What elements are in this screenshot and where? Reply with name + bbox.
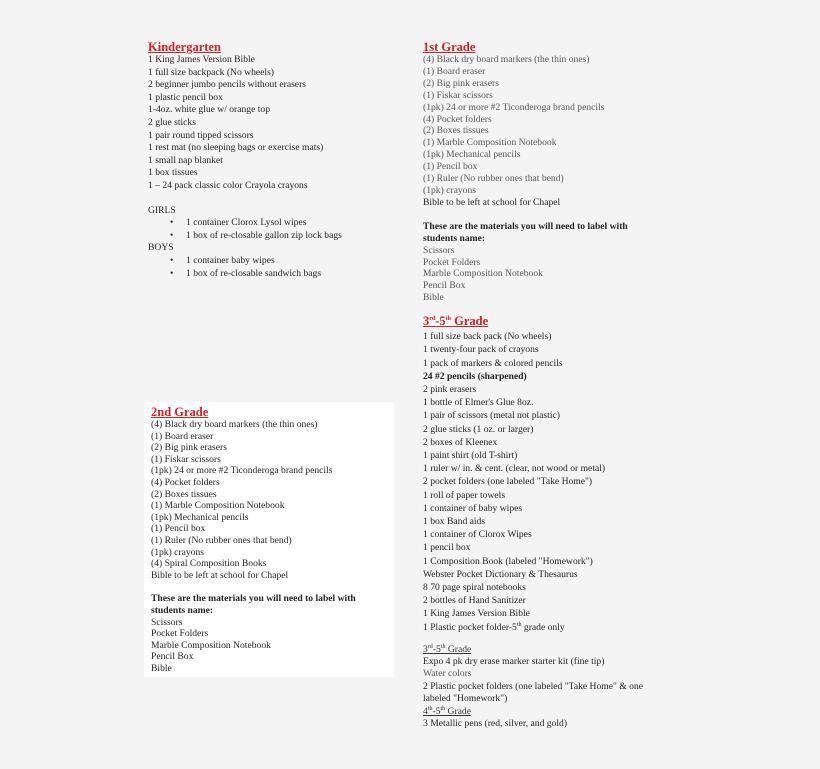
grade2-label-list	[151, 617, 391, 675]
list-item: 1 small nap blanket	[148, 154, 223, 166]
list-item: (2) Big pink erasers	[151, 442, 227, 454]
list-item: 3 Metallic pens (red, silver, and gold)	[423, 717, 568, 729]
list-item: (4) Spiral Composition Books	[151, 558, 267, 570]
grade1-label-list	[423, 245, 668, 305]
item-part: 1 Plastic pocket folder-5	[423, 621, 517, 633]
list-item: Bible to be left at school for Chapel	[151, 569, 289, 581]
list-item: (1) Board eraser	[423, 65, 486, 77]
list-item: (1pk) Mechanical pencils	[423, 149, 521, 161]
grade1-label-note: These are the materials you will need to label with students name:	[423, 220, 628, 244]
subheading-part: -5	[432, 643, 441, 655]
boys-label: BOYS	[148, 242, 174, 254]
list-item: (4) Black dry board markers (the thin ones)	[423, 54, 590, 65]
list-item: 2 bottles of Hand Sanitizer	[423, 595, 526, 607]
list-item: • 1 container baby wipes	[170, 255, 342, 268]
subheading-part: 4	[423, 706, 428, 718]
list-item: 1 King James Version Bible	[148, 54, 255, 65]
list-item: (4) Pocket folders	[151, 476, 220, 488]
list-item: Pencil Box	[423, 280, 466, 292]
list-item: (1pk) crayons	[423, 184, 477, 196]
list-item: 2 pink erasers	[423, 383, 477, 395]
item-sup: th	[516, 621, 522, 628]
list-item: 1-4oz. white glue w/ orange top	[148, 104, 271, 116]
subheading-part: Grade	[445, 706, 471, 718]
grade1-list	[423, 54, 668, 209]
heading-part: Grade	[451, 314, 489, 329]
list-item: 2 beginner jumbo pencils without erasers	[148, 79, 306, 91]
list-item: Pocket Folders	[151, 628, 209, 640]
list-item: (2) Boxes tissues	[151, 488, 217, 500]
list-item: (1) Board eraser	[151, 430, 214, 442]
list-item: (1pk) Mechanical pencils	[151, 511, 249, 523]
list-item: (4) Pocket folders	[423, 113, 492, 125]
list-item: • 1 box of re-closable gallon zip lock bags	[170, 230, 342, 243]
list-item: 2 Plastic pocket folders (one labeled "Take Home" & one labeled "Homework")	[423, 680, 644, 705]
grade1-heading: 1st Grade	[423, 40, 476, 54]
list-item: Bible	[423, 292, 444, 304]
list-item: 1 Composition Book (labeled "Homework")	[423, 555, 593, 567]
list-item: 2 glue sticks	[148, 116, 196, 128]
list-item: (1pk) crayons	[151, 546, 205, 558]
grade2-section	[144, 402, 394, 677]
list-item: (1pk) 24 or more #2 Ticonderoga brand pencils	[423, 101, 605, 113]
subheading-sup: th	[427, 705, 433, 712]
heading-sup: rd	[429, 315, 436, 322]
list-item: 1 full size back pack (No wheels)	[423, 331, 552, 343]
list-item: 1 – 24 pack classic color Crayola crayons	[148, 179, 308, 191]
list-item: Bible	[151, 662, 172, 674]
subheading-part: Grade	[445, 643, 472, 655]
list-item: 1 container of baby wipes	[423, 502, 523, 514]
list-item: (1) Marble Composition Notebook	[151, 500, 285, 512]
list-item: Bible to be left at school for Chapel	[423, 196, 561, 208]
list-item: 1 container of Clorox Wipes	[423, 529, 532, 541]
grade3-5-subheading	[423, 644, 668, 656]
grade2-heading: 2nd Grade	[151, 405, 209, 419]
list-item: 2 boxes of Kleenex	[423, 436, 498, 448]
list-item: (1) Fiskar scissors	[423, 89, 493, 101]
grade3-5-heading	[423, 314, 668, 328]
list-item: Pocket Folders	[423, 256, 481, 268]
right-column	[423, 40, 668, 730]
list-item: (4) Black dry board markers (the thin ones)	[151, 419, 318, 430]
list-item: 24 #2 pencils (sharpened)	[423, 370, 527, 382]
subheading-sup: th	[440, 643, 446, 650]
list-item: 1 plastic pencil box	[148, 91, 223, 103]
list-item: 1 paint shirt (old T-shirt)	[423, 449, 518, 461]
list-item: 1 pack of markers & colored pencils	[423, 357, 563, 369]
list-item: 1 ruler w/ in. & cent. (clear, not wood or metal)	[423, 463, 606, 475]
kindergarten-section	[148, 40, 342, 280]
list-item: 1 pencil box	[423, 542, 471, 554]
list-item: (1) Ruler (No rubber ones that bend)	[151, 534, 292, 546]
list-item: 1 pair round tipped scissors	[148, 129, 254, 141]
subheading-sup: th	[440, 705, 446, 712]
list-item: 1 full size backpack (No wheels)	[148, 66, 275, 78]
list-item: 1 bottle of Elmer's Glue 8oz.	[423, 397, 534, 409]
list-item: (1) Marble Composition Notebook	[423, 137, 557, 149]
list-item: • 1 box of re-closable sandwich bags	[170, 268, 342, 281]
subheading-part: 3	[423, 643, 428, 655]
list-item: 2 glue sticks (1 oz. or larger)	[423, 423, 534, 435]
list-item: Water colors	[423, 668, 472, 680]
list-item: 2 pocket folders (one labeled "Take Home")	[423, 476, 593, 488]
heading-part: -5	[435, 314, 446, 329]
grade4-5-subheading	[423, 706, 668, 718]
heading-sup: th	[445, 315, 452, 322]
grade3-5-sub-list	[423, 656, 668, 706]
grade2-label-note: These are the materials you will need to label with students name:	[151, 593, 356, 616]
list-item: 1 twenty-four pack of crayons	[423, 344, 539, 356]
list-item: Pencil Box	[151, 651, 194, 663]
kindergarten-heading: Kindergarten	[148, 40, 221, 54]
list-item: 1 King James Version Bible	[423, 608, 530, 620]
list-item: (1) Pencil box	[423, 161, 478, 173]
list-item: Marble Composition Notebook	[151, 639, 271, 651]
list-item: Scissors	[423, 244, 455, 256]
grade2-list	[151, 419, 391, 581]
list-item: 1 pair of scissors (metal not plastic)	[423, 410, 560, 422]
list-item: 1 roll of paper towels	[423, 489, 506, 501]
list-item	[423, 621, 668, 634]
list-item: 8 70 page spiral notebooks	[423, 581, 526, 593]
list-item: (2) Boxes tissues	[423, 125, 489, 137]
list-item: • 1 container Clorox Lysol wipes	[170, 217, 342, 230]
subheading-sup: rd	[427, 643, 433, 650]
girls-label: GIRLS	[148, 204, 176, 216]
subheading-part: -5	[432, 706, 441, 718]
list-item: 1 box tissues	[148, 167, 198, 179]
list-item: Webster Pocket Dictionary & Thesaurus	[423, 568, 578, 580]
list-item: Marble Composition Notebook	[423, 268, 543, 280]
list-item: (2) Big pink erasers	[423, 77, 499, 89]
grade3-5-list	[423, 330, 668, 634]
list-item: 1 box Band aids	[423, 515, 486, 527]
list-item: (1) Fiskar scissors	[151, 453, 221, 465]
heading-part: 3	[423, 314, 430, 329]
list-item: (1pk) 24 or more #2 Ticonderoga brand pencils	[151, 465, 333, 477]
item-part: grade only	[521, 621, 565, 633]
list-item: (1) Pencil box	[151, 523, 206, 535]
list-item: 1 rest mat (no sleeping bags or exercise mats)	[148, 142, 324, 154]
list-item: Scissors	[151, 616, 183, 628]
boys-list	[148, 255, 342, 280]
kindergarten-list	[148, 54, 342, 193]
list-item: (1) Ruler (No rubber ones that bend)	[423, 173, 564, 185]
list-item: Expo 4 pk dry erase marker starter kit (fine tip)	[423, 655, 605, 667]
girls-list	[148, 217, 342, 242]
